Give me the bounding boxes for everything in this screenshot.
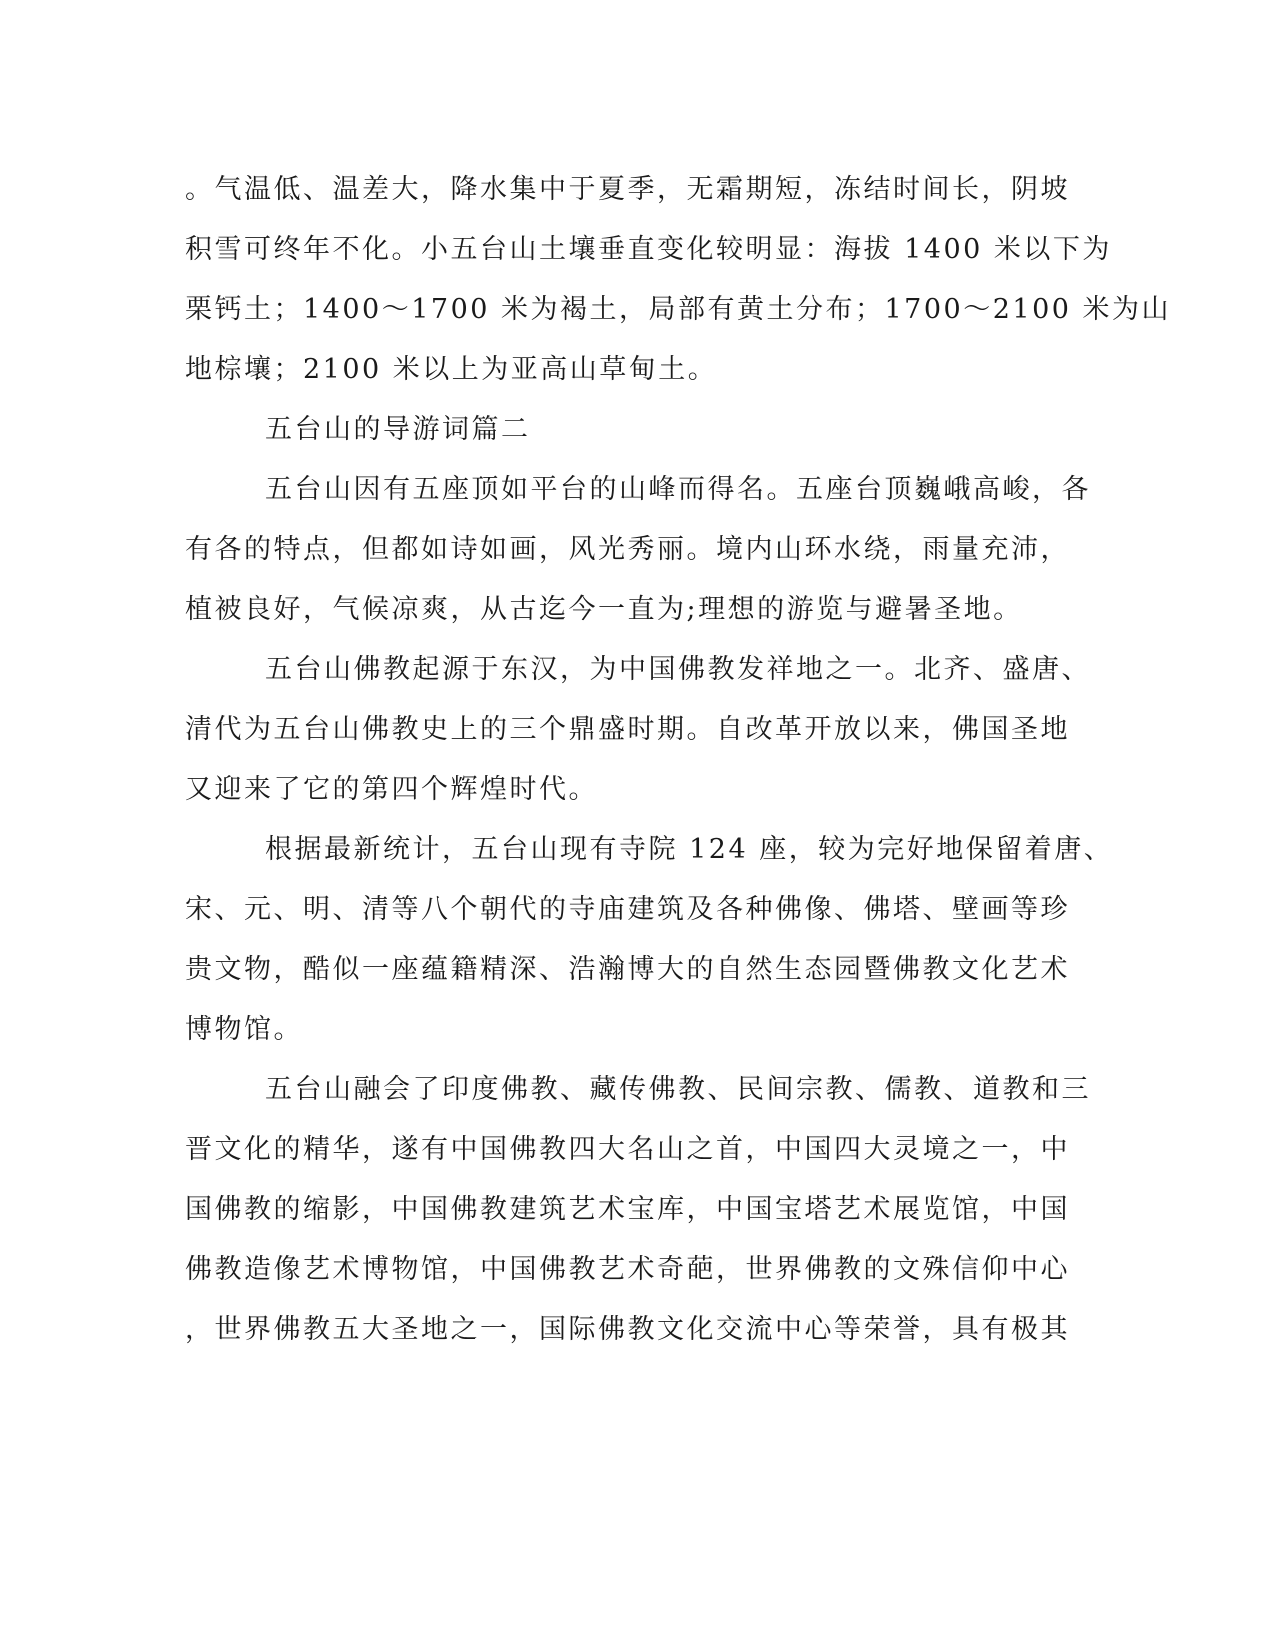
- text-line: ，世界佛教五大圣地之一，国际佛教文化交流中心等荣誉，具有极其: [185, 1314, 1070, 1345]
- text-line: 又迎来了它的第四个辉煌时代。: [185, 774, 598, 805]
- text-line: 博物馆。: [185, 1014, 303, 1045]
- text-line: 贵文物，酷似一座蕴籍精深、浩瀚博大的自然生态园暨佛教文化艺术: [185, 954, 1070, 985]
- text-line: 清代为五台山佛教史上的三个鼎盛时期。自改革开放以来，佛国圣地: [185, 714, 1070, 745]
- text-line: 佛教造像艺术博物馆，中国佛教艺术奇葩，世界佛教的文殊信仰中心: [185, 1254, 1070, 1285]
- text-line: 宋、元、明、清等八个朝代的寺庙建筑及各种佛像、佛塔、壁画等珍: [185, 894, 1070, 925]
- text-line: 植被良好，气候凉爽，从古迄今一直为;理想的游览与避暑圣地。: [185, 594, 1023, 625]
- text-line: 五台山佛教起源于东汉，为中国佛教发祥地之一。北齐、盛唐、: [265, 654, 1091, 685]
- body-text: [185, 160, 1172, 1360]
- text-line: 晋文化的精华，遂有中国佛教四大名山之首，中国四大灵境之一，中: [185, 1134, 1070, 1165]
- text-line: 。气温低、温差大，降水集中于夏季，无霜期短，冻结时间长，阴坡: [185, 174, 1070, 205]
- text-line: 有各的特点，但都如诗如画，风光秀丽。境内山环水绕，雨量充沛，: [185, 534, 1070, 565]
- text-line: 五台山因有五座顶如平台的山峰而得名。五座台顶巍峨高峻，各: [265, 474, 1091, 505]
- text-line: 地棕壤；2100 米以上为亚高山草甸土。: [185, 354, 718, 385]
- text-line: 国佛教的缩影，中国佛教建筑艺术宝库，中国宝塔艺术展览馆，中国: [185, 1194, 1070, 1225]
- text-line: 根据最新统计，五台山现有寺院 124 座，较为完好地保留着唐、: [265, 834, 1114, 865]
- text-line: 五台山融会了印度佛教、藏传佛教、民间宗教、儒教、道教和三: [265, 1074, 1091, 1105]
- section-heading: 五台山的导游词篇二: [265, 414, 531, 445]
- text-line: 栗钙土；1400～1700 米为褐土，局部有黄土分布；1700～2100 米为山: [185, 294, 1172, 325]
- text-line: 积雪可终年不化。小五台山土壤垂直变化较明显：海拔 1400 米以下为: [185, 234, 1112, 265]
